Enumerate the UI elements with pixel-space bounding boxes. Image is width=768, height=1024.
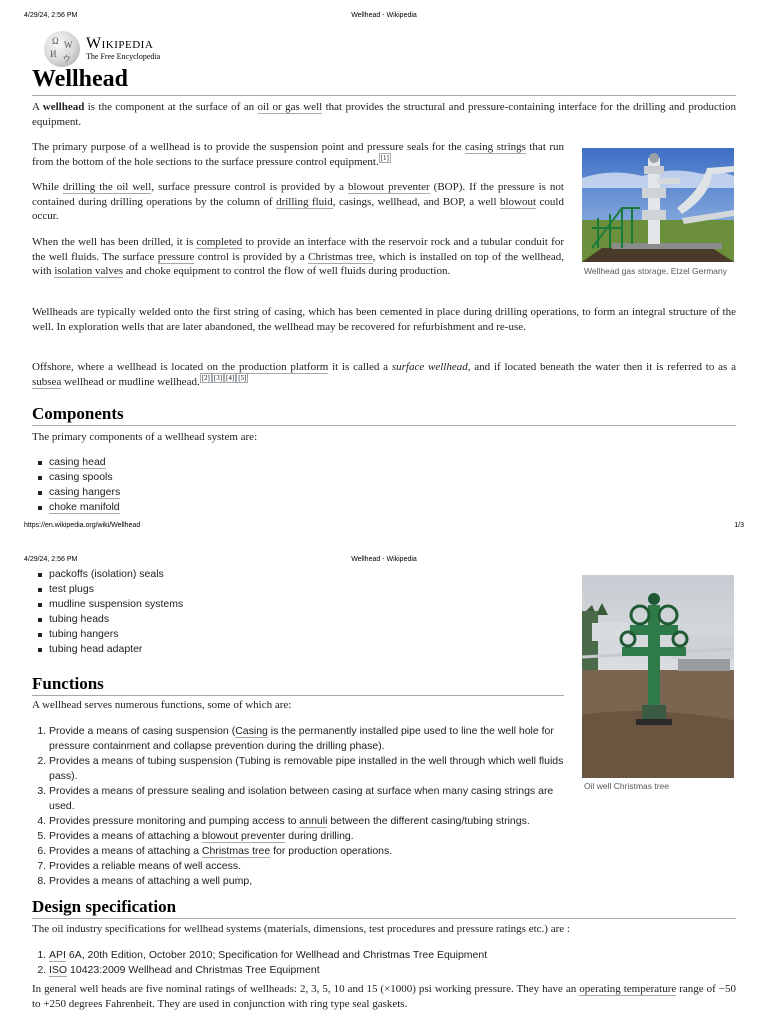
- list-item: 2. Provides a means of tubing suspension (Tubing is removable pipe installed in the well through which well fluids pass).: [49, 754, 564, 784]
- list-item: tubing hangers: [49, 627, 183, 642]
- intro-paragraph-1: A wellhead is the component at the surface of an oil or gas well that provides the structural and pressure-containing interface for the drilling and production equipment.: [32, 101, 736, 128]
- list-item: tubing heads: [49, 612, 183, 627]
- link-oil-or-gas-well[interactable]: oil or gas well: [257, 101, 323, 113]
- list-item: [49, 455, 120, 470]
- figure-caption: Oil well Christmas tree: [584, 781, 670, 791]
- list-item: packoffs (isolation) seals: [49, 567, 183, 582]
- print-header-date: 4/29/24, 2:56 PM: [24, 556, 78, 563]
- components-list: [49, 455, 120, 515]
- link-api[interactable]: API: [49, 949, 66, 961]
- list-item: 1. API 6A, 20th Edition, October 2010; Specification for Wellhead and Christmas Tree Equipment: [49, 948, 729, 963]
- intro-paragraph-3: While drilling the oil well, surface pressure control is provided by a blowout preventer (BOP). If the pressure is not contained during drilling operations by the column of drilling fluid, casings, wellhead, and BOP, a well blowout could occur.: [32, 181, 564, 223]
- reference-link[interactable]: [4]: [226, 373, 235, 382]
- list-item: 5. Provides a means of attaching a blowout preventer during drilling.: [49, 829, 564, 844]
- list-item: 6. Provides a means of attaching a Christmas tree for production operations.: [49, 844, 564, 859]
- design-intro: The oil industry specifications for wellhead systems (materials, dimensions, test procedures and pressure ratings etc.) are :: [32, 923, 570, 935]
- intro-paragraph-2: The primary purpose of a wellhead is to provide the suspension point and pressure seals for the casing strings that run from the bottom of the hole sections to the surface pressure control equipment. [1]: [32, 141, 564, 168]
- functions-list: [49, 724, 564, 889]
- link-christmas-tree[interactable]: Christmas tree: [308, 250, 373, 263]
- link-operating-temperature[interactable]: operating temperature: [579, 983, 677, 995]
- list-item: [49, 485, 120, 500]
- section-heading-functions: Functions: [32, 673, 564, 696]
- reference-link[interactable]: [1]: [380, 153, 389, 162]
- print-header-date: 4/29/24, 2:56 PM: [24, 12, 78, 19]
- link-iso[interactable]: ISO: [49, 964, 68, 976]
- wikipedia-wordmark: Wikipedia: [86, 35, 154, 52]
- christmas-tree-photo[interactable]: [582, 575, 734, 778]
- section-heading-design-specification: Design specification: [32, 896, 736, 919]
- wikipedia-globe-icon: Ω W И ウ: [44, 31, 80, 67]
- link-isolation-valves[interactable]: isolation valves: [54, 265, 124, 278]
- print-footer-page-number: 1/3: [734, 522, 744, 529]
- list-item: [49, 500, 120, 515]
- wellhead-gas-storage-photo[interactable]: [582, 148, 734, 262]
- link-pressure[interactable]: pressure: [157, 250, 195, 263]
- intro-paragraph-5: Wellheads are typically welded onto the first string of casing, which has been cemented in place during drilling operations, to form an integral structure of the well. In exploration wells that are later abandoned, the wellhead may be recovered for refurbishment and re-use.: [32, 306, 736, 333]
- design-paragraph: In general well heads are five nominal ratings of wellheads: 2, 3, 5, 10 and 15 (×1000) psi working pressure. They have an operating temperature range of −50 to +250 degrees Fahrenheit. They are used in conjunction with ring type seal gaskets.: [32, 983, 736, 1010]
- components-intro: The primary components of a wellhead system are:: [32, 431, 258, 443]
- list-item: 2. ISO 10423:2009 Wellhead and Christmas Tree Equipment: [49, 963, 729, 978]
- link-christmas-tree[interactable]: Christmas tree: [201, 845, 271, 857]
- components-list-continued: [49, 567, 183, 657]
- print-header-title: Wellhead - Wikipedia: [351, 556, 417, 563]
- link-blowout-preventer[interactable]: blowout preventer: [201, 830, 286, 842]
- design-spec-list: [49, 948, 729, 978]
- intro-paragraph-4: When the well has been drilled, it is completed to provide an interface with the reservoir rock and a tubular conduit for the well fluids. The surface pressure control is provided by a Christmas tree, which is installed on top of the wellhead, with isolation valves and choke equipment to control the flow of well fluids during production.: [32, 236, 564, 278]
- reference-link[interactable]: [5]: [238, 373, 247, 382]
- list-item: test plugs: [49, 582, 183, 597]
- list-item: casing spools: [49, 470, 120, 485]
- link-casing-hangers[interactable]: casing hangers: [49, 486, 121, 498]
- list-item: 7. Provides a reliable means of well access.: [49, 859, 564, 874]
- link-casing-strings[interactable]: casing strings: [465, 141, 526, 153]
- reference-link[interactable]: [2]: [201, 373, 210, 382]
- list-item: 8. Provides a means of attaching a well pump,: [49, 874, 564, 889]
- print-header-title: Wellhead - Wikipedia: [351, 12, 417, 19]
- section-heading-components: Components: [32, 403, 736, 426]
- figure-caption: Wellhead gas storage, Etzel Germany: [584, 266, 727, 276]
- link-completed[interactable]: completed: [196, 236, 243, 248]
- list-item: 1. Provide a means of casing suspension (Casing is the permanently installed pipe used to line the well hole for pressure containment and collapse prevention during the drilling phase).: [49, 724, 564, 754]
- link-drilling-fluid[interactable]: drilling fluid: [276, 195, 333, 208]
- link-blowout[interactable]: blowout: [500, 195, 537, 208]
- print-footer-url: https://en.wikipedia.org/wiki/Wellhead: [24, 522, 141, 529]
- intro-paragraph-6: Offshore, where a wellhead is located on the production platform it is called a surface wellhead, and if located beneath the water then it is referred to as a subsea wellhead or mudline wellhead. [2] [3] [4] [5]: [32, 361, 736, 388]
- link-production-platform[interactable]: production platform: [238, 361, 329, 373]
- article-term: wellhead: [42, 101, 85, 113]
- reference-link[interactable]: [3]: [213, 373, 223, 382]
- wikipedia-tagline: The Free Encyclopedia: [86, 52, 161, 61]
- link-drilling[interactable]: drilling the oil well: [62, 181, 152, 193]
- link-casing[interactable]: Casing: [235, 725, 268, 737]
- link-casing-head[interactable]: casing head: [49, 456, 106, 468]
- list-item: mudline suspension systems: [49, 598, 184, 610]
- link-blowout-preventer[interactable]: blowout preventer: [348, 181, 430, 193]
- link-subsea[interactable]: subsea: [32, 375, 62, 388]
- article-title: Wellhead: [32, 64, 736, 96]
- list-item: tubing head adapter: [49, 642, 183, 657]
- link-choke-manifold[interactable]: choke manifold: [49, 501, 120, 513]
- list-item: 4. Provides pressure monitoring and pumping access to annuli between the different casing/tubing strings.: [49, 814, 564, 829]
- functions-intro: A wellhead serves numerous functions, some of which are:: [32, 699, 292, 711]
- link-annuli[interactable]: annuli: [299, 815, 328, 827]
- list-item: 3. Provides a means of pressure sealing and isolation between casing at surface when many casing strings are used.: [49, 784, 564, 814]
- wikipedia-logo[interactable]: [44, 31, 160, 67]
